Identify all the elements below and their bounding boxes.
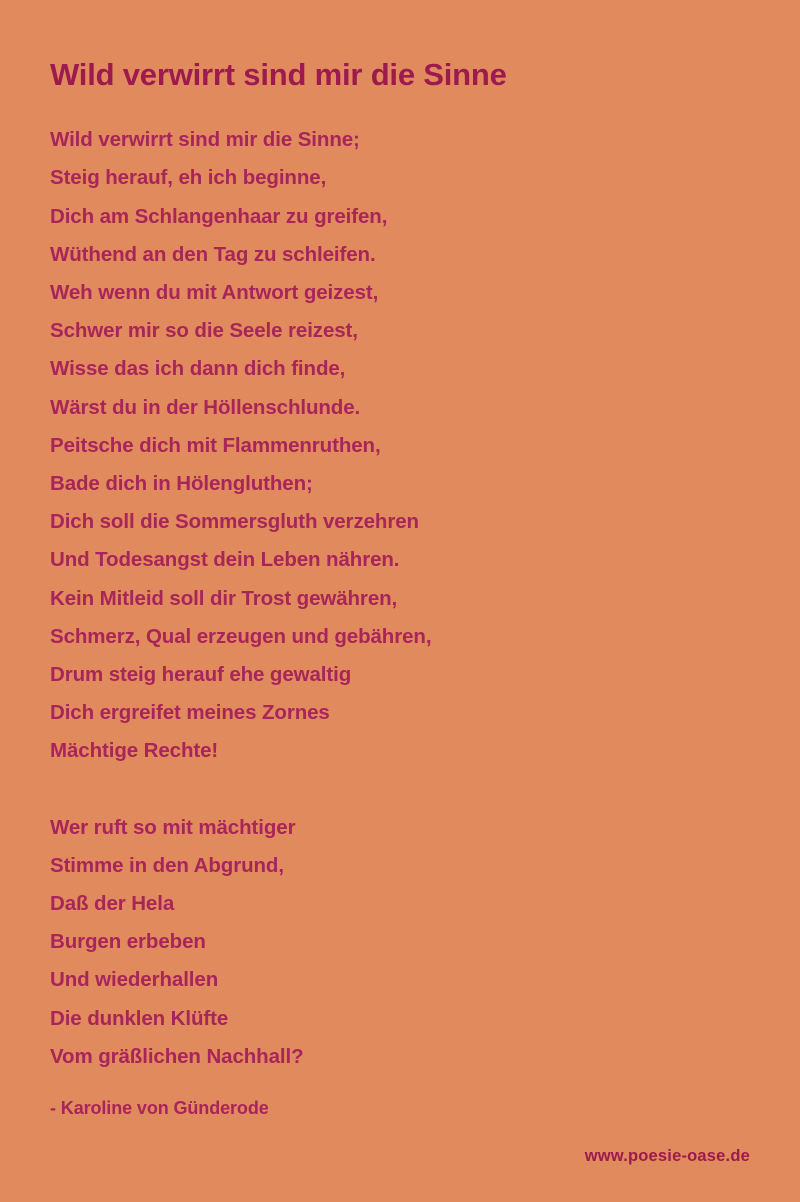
poem-stanza-1 (50, 121, 750, 770)
poem-line: Und wiederhallen (50, 968, 219, 992)
poem-line: Steig herauf, eh ich beginne, (50, 166, 327, 190)
poem-line: Weh wenn du mit Antwort geizest, (50, 281, 379, 304)
poem-line: Peitsche dich mit Flammenruthen, (50, 433, 381, 457)
poem-line: Dich soll die Sommersgluth verzehren (50, 510, 419, 534)
poem-line: Daß der Hela (50, 892, 175, 916)
poem-line: Wisse das ich dann dich finde, (50, 357, 346, 381)
poem-line: Wild verwirrt sind mir die Sinne; (50, 128, 360, 152)
page-title: Wild verwirrt sind mir die Sinne (50, 57, 507, 92)
poem-line: Mächtige Rechte! (50, 739, 219, 763)
poem-line: Wer ruft so mit mächtiger (50, 815, 296, 839)
poem-line: Dich ergreifet meines Zornes (50, 701, 330, 725)
poem-line: Dich am Schlangenhaar zu greifen, (50, 204, 388, 228)
poem-line: Kein Mitleid soll dir Trost gewähren, (50, 586, 398, 610)
stanza-divider (50, 771, 750, 809)
poem-line: Burgen erbeben (50, 930, 206, 954)
poem-line: Vom gräßlichen Nachhall? (50, 1044, 304, 1068)
poem-line: Stimme in den Abgrund, (50, 853, 284, 877)
poem-line: Wüthend an den Tag zu schleifen. (50, 242, 376, 266)
poem-line: Schwer mir so die Seele reizest, (50, 319, 358, 343)
poem-line: Bade dich in Hölengluthen; (50, 472, 313, 496)
poem-line: Die dunklen Klüfte (50, 1006, 229, 1030)
poem-stanza-2 (50, 809, 750, 1076)
poem-line: Schmerz, Qual erzeugen und gebähren, (50, 624, 432, 648)
poem-author: - Karoline von Günderode (50, 1098, 269, 1119)
poem-line: Wärst du in der Höllenschlunde. (50, 395, 361, 419)
site-url: www.poesie-oase.de (584, 1147, 750, 1165)
poem-body (50, 121, 750, 1076)
poem-line: Und Todesangst dein Leben nähren. (50, 548, 400, 572)
poem-line: Drum steig herauf ehe gewaltig (50, 663, 352, 687)
